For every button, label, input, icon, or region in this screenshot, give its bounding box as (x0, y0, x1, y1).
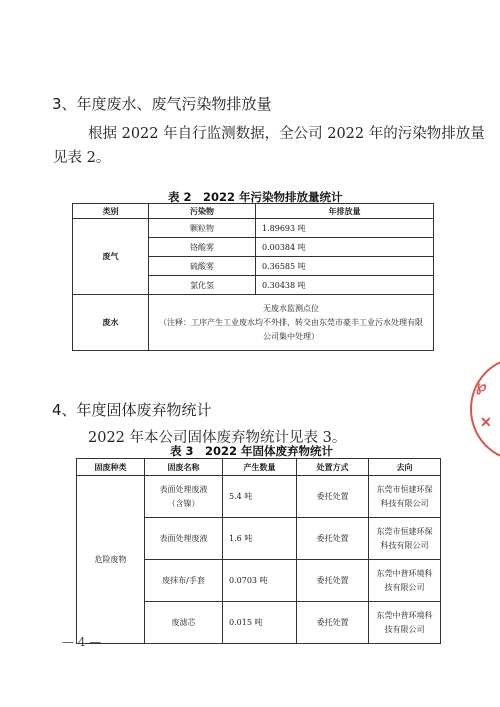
water-note-line1: 无废水监测点位 (263, 303, 319, 313)
destination-line2: 科技有限公司 (380, 498, 429, 508)
table3-header-method: 处置方式 (297, 459, 369, 476)
table3-qty: 0.015 吨 (223, 602, 297, 644)
section4-heading: 4、年度固体废弃物统计 (52, 401, 212, 419)
table2-category-gas: 废气 (73, 219, 149, 295)
table3-waste-name: 废滤芯 (145, 602, 223, 644)
company-seal-icon: ℘ ✕ (466, 355, 500, 465)
section3-para-line1: 根据 2022 年自行监测数据，全公司 2022 年的污染物排放量 (88, 126, 485, 142)
table3-method: 委托处置 (297, 518, 369, 560)
table3-waste-name: 表面处理废液 (145, 518, 223, 560)
section3-heading: 3、年度废水、废气污染物排放量 (52, 95, 272, 113)
waste-name-line2: （含镍） (167, 498, 200, 508)
table3-destination (369, 518, 441, 560)
table3-qty: 5.4 吨 (223, 476, 297, 518)
table2-amount: 0.30438 吨 (256, 276, 434, 295)
table2-amount: 0.36585 吨 (256, 257, 434, 276)
section3-para-line2: 见表 2。 (53, 150, 111, 166)
page-number: — 4 — (62, 635, 102, 649)
table2-category-water: 废水 (73, 295, 149, 351)
table2 (72, 203, 434, 351)
destination-line1: 东莞市恒建环保 (376, 526, 433, 536)
table3-destination (369, 560, 441, 602)
table3-method: 委托处置 (297, 560, 369, 602)
destination-line1: 东莞中普环境科 (376, 610, 433, 620)
table3-qty: 1.6 吨 (223, 518, 297, 560)
table3-method: 委托处置 (297, 476, 369, 518)
table2-pollutant: 硫酸雾 (149, 257, 256, 276)
destination-line1: 东莞市恒建环保 (376, 484, 433, 494)
table3-header-type: 固废种类 (77, 459, 145, 476)
table3-destination (369, 476, 441, 518)
destination-line2: 技有限公司 (384, 582, 425, 592)
water-note-line3: 公司集中处理） (263, 331, 319, 341)
waste-name-line1: 表面处理废液 (159, 484, 208, 494)
table3-waste-name (145, 476, 223, 518)
water-note-line2: （注释：工序产生工业废水均不外排，转交由东莞市豪丰工业污水处理有限 (159, 317, 423, 327)
table3 (76, 458, 441, 644)
table2-header-category: 类别 (73, 204, 149, 219)
section4-para: 2022 年本公司固体废弃物统计见表 3。 (88, 430, 347, 446)
table2-water-note (149, 295, 434, 351)
table2-pollutant: 铬酸雾 (149, 238, 256, 257)
destination-line2: 技有限公司 (384, 624, 425, 634)
table3-qty: 0.0703 吨 (223, 560, 297, 602)
table3-waste-name: 废抹布/手套 (145, 560, 223, 602)
table2-pollutant: 颗粒物 (149, 219, 256, 238)
table2-amount: 0.00384 吨 (256, 238, 434, 257)
destination-line2: 科技有限公司 (380, 540, 429, 550)
table3-header-qty: 产生数量 (223, 459, 297, 476)
table3-destination (369, 602, 441, 644)
table2-pollutant: 氯化氢 (149, 276, 256, 295)
table2-header-pollutant: 污染物 (149, 204, 256, 219)
destination-line1: 东莞中普环境科 (376, 568, 433, 578)
table3-method: 委托处置 (297, 602, 369, 644)
table3-category: 危险废物 (77, 476, 145, 644)
table3-header-name: 固废名称 (145, 459, 223, 476)
table3-caption: 表 3 2022 年固体废弃物统计 (170, 444, 334, 458)
table2-caption: 表 2 2022 年污染物排放量统计 (168, 190, 343, 204)
table2-amount: 1.89693 吨 (256, 219, 434, 238)
table2-header-amount: 年排放量 (256, 204, 434, 219)
table3-header-destination: 去向 (369, 459, 441, 476)
